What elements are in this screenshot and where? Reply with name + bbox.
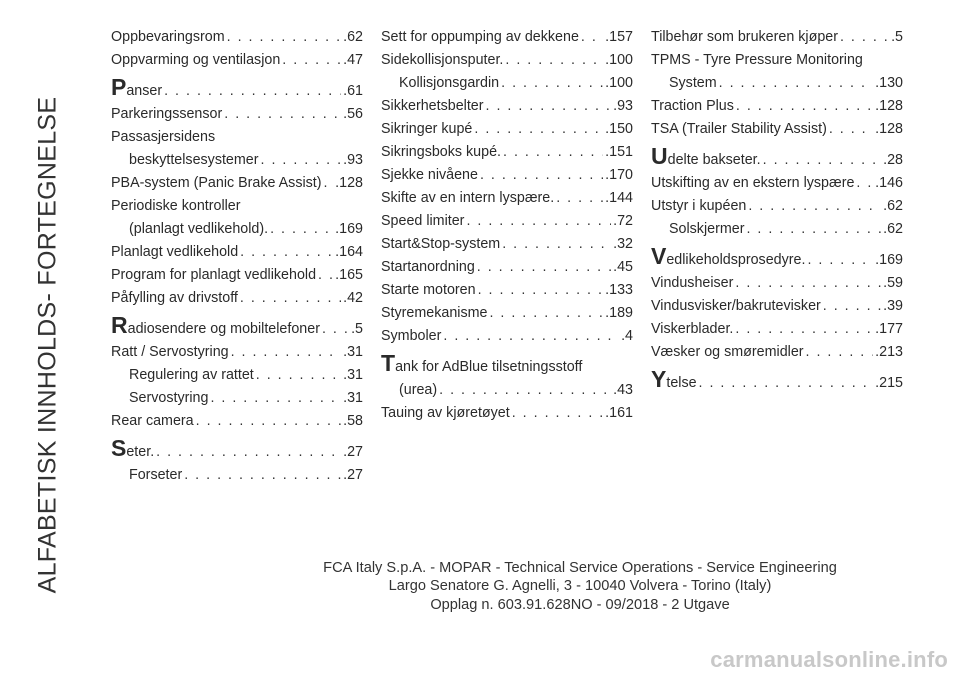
index-entry-multiline[interactable] [111, 195, 363, 241]
dot-leader [829, 118, 873, 141]
dot-leader [502, 233, 611, 256]
index-entry[interactable] [651, 295, 903, 318]
entry-page: .170 [605, 167, 633, 183]
entry-page: .93 [613, 98, 633, 114]
index-entry[interactable] [381, 118, 633, 141]
entry-label: Passasjersidens [111, 129, 216, 145]
index-entry[interactable] [651, 143, 903, 172]
index-entry[interactable] [381, 26, 633, 49]
entry-page: .32 [613, 236, 633, 252]
dot-leader [240, 241, 333, 264]
entry-label-cont: (urea) [399, 382, 438, 398]
entry-label: Sett for oppumping av dekkene [381, 29, 579, 45]
dot-leader [489, 302, 603, 325]
side-title-text: ALFABETISK INNHOLDS- FORTEGNELSE [33, 96, 62, 594]
entry-page: .28 [883, 152, 903, 168]
entry-label [651, 243, 806, 272]
dot-leader [282, 49, 341, 72]
entry-label-text: adiosendere og mobiltelefoner [127, 321, 320, 337]
section-initial: T [381, 350, 396, 376]
dot-leader [322, 318, 349, 341]
index-column-1 [111, 26, 363, 487]
entry-label [111, 312, 320, 341]
dot-leader [227, 26, 341, 49]
footer-line-company: FCA Italy S.p.A. - MOPAR - Technical Service Operations - Service Engineering [323, 560, 837, 576]
entry-page: .150 [605, 121, 633, 137]
entry-label: Sjekke nivåene [381, 167, 478, 183]
dot-leader [261, 149, 342, 172]
index-entry[interactable] [111, 287, 363, 310]
entry-label: Sikringsboks kupé. [381, 144, 501, 160]
index-entry[interactable] [111, 341, 363, 364]
section-initial: Y [651, 366, 667, 392]
index-column-3 [651, 26, 903, 395]
entry-label: PBA-system (Panic Brake Assist) [111, 175, 322, 191]
entry-page: .5 [351, 321, 363, 337]
entry-label-text: ank for AdBlue tilsetningsstoff [395, 359, 583, 375]
index-subentry[interactable] [381, 72, 633, 95]
index-entry-multiline[interactable] [651, 49, 903, 95]
entry-label [381, 350, 633, 379]
entry-label-text: anser [126, 83, 163, 99]
index-entry[interactable] [381, 325, 633, 348]
index-subentry[interactable] [111, 364, 363, 387]
dot-leader [748, 195, 881, 218]
index-entry[interactable] [381, 187, 633, 210]
dot-leader [807, 249, 873, 272]
entry-label: Styremekanisme [381, 305, 488, 321]
entry-label: Symboler [381, 328, 442, 344]
section-initial: V [651, 243, 667, 269]
index-subentry[interactable] [111, 387, 363, 410]
index-entry[interactable] [111, 241, 363, 264]
entry-page: .93 [343, 152, 363, 168]
entry-page: .100 [605, 75, 633, 91]
index-entry[interactable] [111, 410, 363, 433]
index-entry[interactable] [111, 26, 363, 49]
entry-label: Parkeringssensor [111, 106, 223, 122]
entry-continuation [111, 218, 363, 241]
index-entry[interactable] [651, 366, 903, 395]
dot-leader [478, 279, 604, 302]
entry-page: .130 [875, 75, 903, 91]
dot-leader [224, 103, 341, 126]
index-entry[interactable] [111, 264, 363, 287]
entry-page: .169 [335, 221, 363, 237]
entry-page: .59 [883, 275, 903, 291]
entry-label [651, 143, 761, 172]
dot-leader [503, 141, 603, 164]
entry-label: Rear camera [111, 413, 194, 429]
entry-label-text: edlikeholdsprosedyre. [666, 252, 806, 268]
section-initial: U [651, 143, 668, 169]
dot-leader [466, 210, 611, 233]
entry-page: .31 [343, 390, 363, 406]
entry-label: Kollisjonsgardin [399, 75, 500, 91]
index-entry[interactable] [111, 172, 363, 195]
index-entry[interactable] [381, 302, 633, 325]
dot-leader [823, 295, 881, 318]
site-watermark: carmanualsonline.info [710, 647, 948, 672]
entry-label [111, 74, 163, 103]
entry-label: Tilbehør som brukeren kjøper [651, 29, 838, 45]
entry-label-text: telse [666, 375, 697, 391]
entry-label-cont: (planlagt vedlikehold). [129, 221, 269, 237]
dot-leader [210, 387, 341, 410]
entry-page: .5 [891, 29, 903, 45]
dot-leader [443, 325, 619, 348]
entry-page: .213 [875, 344, 903, 360]
entry-page: .146 [875, 175, 903, 191]
entry-page: .31 [343, 367, 363, 383]
index-entry[interactable] [651, 195, 903, 218]
entry-label: Vindusvisker/bakrutevisker [651, 298, 821, 314]
dot-leader [324, 172, 334, 195]
dot-leader [735, 318, 873, 341]
entry-page: .128 [875, 121, 903, 137]
entry-label: Speed limiter [381, 213, 465, 229]
entry-page: .31 [343, 344, 363, 360]
entry-page: .189 [605, 305, 633, 321]
entry-continuation [381, 379, 633, 402]
entry-page: .164 [335, 244, 363, 260]
entry-label-text: eter. [126, 444, 155, 460]
entry-label: Traction Plus [651, 98, 734, 114]
entry-page: .100 [605, 52, 633, 68]
dot-leader [164, 80, 341, 103]
entry-page: .157 [605, 29, 633, 45]
entry-label: Oppvarming og ventilasjon [111, 52, 281, 68]
publisher-footer [230, 559, 930, 614]
dot-leader [699, 372, 874, 395]
dot-leader [439, 379, 611, 402]
entry-label [651, 366, 697, 395]
entry-page: .62 [343, 29, 363, 45]
entry-page: .72 [613, 213, 633, 229]
dot-leader [270, 218, 333, 241]
dot-leader [736, 95, 873, 118]
entry-page: .27 [343, 467, 363, 483]
entry-page: .169 [875, 252, 903, 268]
entry-label: Påfylling av drivstoff [111, 290, 238, 306]
index-entry[interactable] [651, 118, 903, 141]
entry-label [111, 435, 155, 464]
entry-page: .177 [875, 321, 903, 337]
entry-label: Start&Stop-system [381, 236, 501, 252]
entry-label: Skifte av en intern lyspære. [381, 190, 555, 206]
index-entry[interactable] [111, 49, 363, 72]
entry-page: .128 [875, 98, 903, 114]
dot-leader [501, 72, 603, 95]
index-entry[interactable] [651, 318, 903, 341]
entry-label: Forseter [129, 467, 183, 483]
index-entry[interactable] [381, 49, 633, 72]
dot-leader [486, 95, 612, 118]
entry-label: TSA (Trailer Stability Assist) [651, 121, 827, 137]
entry-page: .151 [605, 144, 633, 160]
dot-leader [856, 172, 873, 195]
dot-leader [806, 341, 874, 364]
entry-label: Sikringer kupé [381, 121, 473, 137]
index-entry[interactable] [381, 279, 633, 302]
dot-leader [156, 441, 341, 464]
entry-page: .215 [875, 375, 903, 391]
entry-page: .165 [335, 267, 363, 283]
entry-page: .144 [605, 190, 633, 206]
dot-leader [231, 341, 342, 364]
index-entry[interactable] [111, 312, 363, 341]
entry-page: .62 [883, 221, 903, 237]
entry-label-cont: beskyttelsesystemer [129, 152, 259, 168]
index-entry[interactable] [111, 103, 363, 126]
entry-page: .58 [343, 413, 363, 429]
dot-leader [746, 218, 881, 241]
entry-label-text: delte bakseter. [667, 152, 761, 168]
entry-label: Sikkerhetsbelter [381, 98, 484, 114]
entry-page: .161 [605, 405, 633, 421]
index-entry[interactable] [651, 272, 903, 295]
dot-leader [477, 256, 611, 279]
entry-label-cont: System [669, 75, 717, 91]
entry-label: Program for planlagt vedlikehold [111, 267, 317, 283]
dot-leader [512, 402, 603, 425]
entry-label: Vindusheiser [651, 275, 734, 291]
index-entry[interactable] [381, 402, 633, 425]
entry-label: Væsker og smøremidler [651, 344, 804, 360]
dot-leader [581, 26, 603, 49]
dot-leader [256, 364, 341, 387]
index-entry[interactable] [651, 26, 903, 49]
entry-page: .128 [335, 175, 363, 191]
index-column-2 [381, 26, 633, 425]
entry-page: .42 [343, 290, 363, 306]
entry-page: .39 [883, 298, 903, 314]
section-initial: R [111, 312, 128, 338]
index-entry[interactable] [651, 172, 903, 195]
entry-label: Tauing av kjøretøyet [381, 405, 510, 421]
dot-leader [719, 72, 874, 95]
index-entry[interactable] [381, 141, 633, 164]
entry-label: Servostyring [129, 390, 209, 406]
dot-leader [735, 272, 881, 295]
entry-page: .45 [613, 259, 633, 275]
entry-label: Regulering av rattet [129, 367, 254, 383]
index-entry[interactable] [381, 256, 633, 279]
index-entry-multiline[interactable] [381, 350, 633, 402]
dot-leader [556, 187, 603, 210]
dot-leader [763, 149, 882, 172]
dot-leader [196, 410, 341, 433]
entry-label: Solskjermer [669, 221, 745, 237]
entry-label: Oppbevaringsrom [111, 29, 225, 45]
entry-label: Planlagt vedlikehold [111, 244, 239, 260]
index-entry[interactable] [381, 164, 633, 187]
dot-leader [318, 264, 333, 287]
index-entry[interactable] [111, 74, 363, 103]
index-entry[interactable] [651, 95, 903, 118]
entry-label: Utstyr i kupéen [651, 198, 747, 214]
entry-page: .4 [621, 328, 633, 344]
entry-page: .61 [343, 83, 363, 99]
entry-label: Periodiske kontroller [111, 198, 241, 214]
entry-label: Viskerblader. [651, 321, 734, 337]
index-subentry[interactable] [111, 464, 363, 487]
entry-continuation [111, 149, 363, 172]
entry-page: .47 [343, 52, 363, 68]
entry-label: TPMS - Tyre Pressure Monitoring [651, 52, 863, 68]
dot-leader [240, 287, 341, 310]
dot-leader [840, 26, 889, 49]
entry-page: .27 [343, 444, 363, 460]
index-entry[interactable] [381, 210, 633, 233]
section-initial: P [111, 74, 127, 100]
footer-line-address: Largo Senatore G. Agnelli, 3 - 10040 Volvera - Torino (Italy) [388, 578, 772, 595]
entry-page: .43 [613, 382, 633, 398]
dot-leader [480, 164, 603, 187]
entry-page: .133 [605, 282, 633, 298]
entry-page: .62 [883, 198, 903, 214]
index-entry[interactable] [381, 95, 633, 118]
entry-label: Startanordning [381, 259, 475, 275]
section-initial: S [111, 435, 127, 461]
index-entry[interactable] [651, 243, 903, 272]
entry-continuation [651, 72, 903, 95]
dot-leader [474, 118, 603, 141]
entry-label: Utskifting av en ekstern lyspære [651, 175, 855, 191]
index-entry[interactable] [111, 435, 363, 464]
footer-line-edition: Opplag n. 603.91.628NO - 09/2018 - 2 Utgave [430, 596, 730, 613]
index-entry[interactable] [381, 233, 633, 256]
index-subentry[interactable] [651, 218, 903, 241]
dot-leader [505, 49, 603, 72]
entry-label: Ratt / Servostyring [111, 344, 229, 360]
entry-page: .56 [343, 106, 363, 122]
dot-leader [184, 464, 341, 487]
entry-label: Starte motoren [381, 282, 476, 298]
index-entry[interactable] [651, 341, 903, 364]
index-entry-multiline[interactable] [111, 126, 363, 172]
entry-label: Sidekollisjonsputer. [381, 52, 504, 68]
